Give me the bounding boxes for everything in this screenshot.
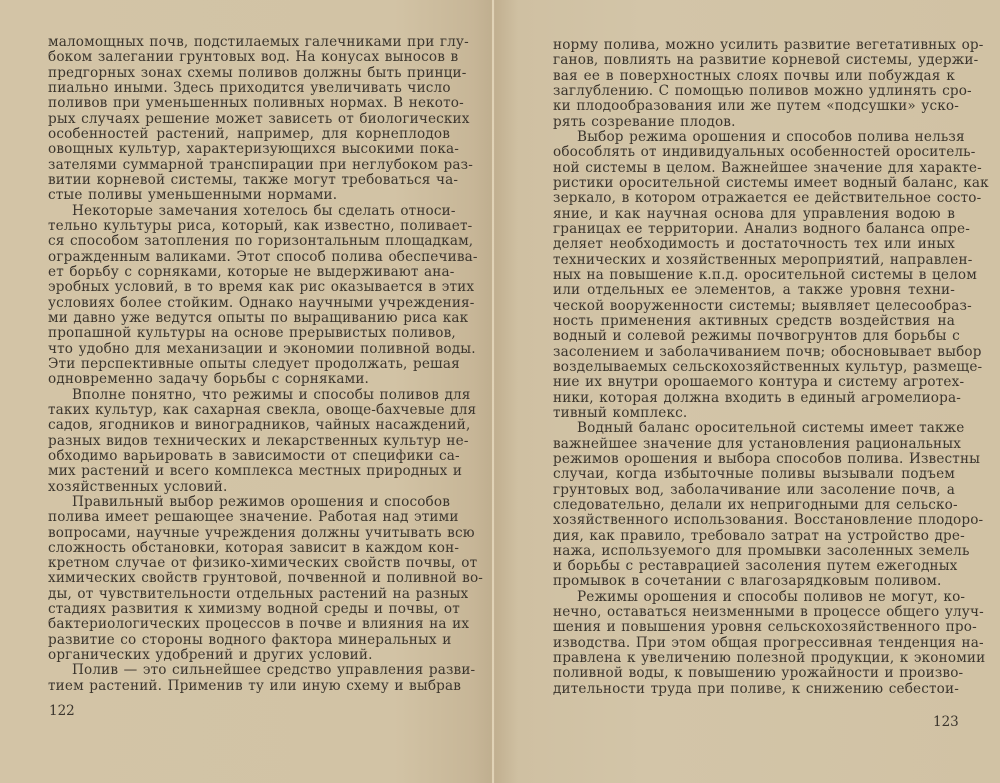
text-line: вопросами, научные учреждения должны учитывать всю [48, 524, 475, 541]
book-spine-fold [491, 0, 495, 783]
text-line: зеркало, в котором отражается ее действительное состо- [553, 190, 982, 207]
text-line: яние, и как научная основа для управления водою в [553, 205, 955, 222]
text-line: таких культур, как сахарная свекла, овоще-бахчевые для [48, 401, 477, 418]
text-line: пиально иными. Здесь приходится увеличивать число [48, 79, 451, 96]
text-line: возделываемых сельскохозяйственных культур, размеще- [553, 358, 983, 375]
left-page [0, 0, 493, 783]
text-line: или отдельных ее элементов, а также уровня техни- [553, 282, 955, 299]
text-line: мих растений и всего комплекса местных природных и [48, 463, 463, 480]
text-line: Некоторые замечания хотелось бы сделать относи- [72, 202, 456, 219]
left-page-number: 122 [49, 703, 75, 719]
text-line: поливной воды, к повышению урожайности и произво- [553, 665, 964, 682]
text-line: ных на повышение к.п.д. оросительной системы в целом [553, 266, 977, 283]
text-line: рых случаях решение может зависеть от биологических [48, 110, 470, 127]
text-line: технических и хозяйственных мероприятий, направлен- [553, 251, 973, 268]
text-line: вая ее в поверхностных слоях почвы или побуждая к [553, 67, 955, 84]
text-line: сложность обстановки, которая зависит в каждом кон- [48, 539, 460, 556]
text-line: ды, от чувствительности отдельных растений на разных [48, 585, 469, 602]
text-line: нажа, используемого для промывки засоленных земель [553, 542, 970, 559]
text-line: ристики оросительной системы имеет водный баланс, как [553, 174, 989, 191]
text-line: ческой вооруженности системы; выявляет целесообраз- [553, 297, 972, 314]
text-line: Вполне понятно, что режимы и способы поливов для [72, 386, 471, 403]
text-line: Правильный выбор режимов орошения и способов [72, 493, 451, 510]
text-line: тельно культуры риса, который, как известно, поливает- [48, 217, 473, 234]
text-line: ся способом затопления по горизонтальным площадкам, [48, 233, 474, 250]
right-page-number: 123 [933, 714, 959, 730]
text-line: стадиях развития к химизму водной среды и почвы, от [48, 601, 460, 618]
text-line: овощных культур, характеризующихся высокими пока- [48, 141, 460, 158]
text-line: ганов, повлиять на развитие корневой системы, удержи- [553, 52, 979, 69]
text-line: Выбор режима орошения и способов полива нельзя [577, 128, 965, 145]
text-line: следовательно, делали их непригодными для сельско- [553, 496, 958, 513]
text-line: Полив — это сильнейшее средство управления разви- [72, 662, 476, 679]
text-line: грунтовых вод, заболачивание или засоление почв, а [553, 481, 955, 498]
text-line: поливов при уменьшенных поливных нормах. В некото- [48, 95, 464, 112]
text-line: ники, которая должна входить в единый агромелиора- [553, 389, 961, 406]
text-line: хозяйственного использования. Восстановление плодоро- [553, 512, 984, 529]
text-line: дия, как правило, требовало затрат на устройство дре- [553, 527, 965, 544]
left-page-text [48, 34, 484, 694]
text-line: эробных условий, в то время как рис оказывается в этих [48, 279, 475, 296]
text-line: предгорных зонах схемы поливов должны быть принци- [48, 64, 467, 81]
text-line: маломощных почв, подстилаемых галечниками при глу- [48, 34, 469, 50]
text-line: одновременно задачу борьбы с сорняками. [48, 371, 370, 388]
text-line: ние их внутри орошаемого контура и систему агротех- [553, 374, 965, 391]
text-line: обособлять от индивидуальных особенностей ороситель- [553, 144, 976, 161]
text-line: витии корневой системы, также могут требоваться ча- [48, 171, 459, 188]
text-line: стые поливы уменьшенными нормами. [48, 187, 338, 204]
text-line: норму полива, можно усилить развитие вегетативных ор- [553, 37, 984, 53]
text-line: важнейшее значение для установления рациональных [553, 435, 962, 452]
text-line: режимов орошения и выбора способов полива. Известны [553, 450, 981, 467]
text-line: полива имеет решающее значение. Работая над этими [48, 509, 459, 526]
text-line: развитие со стороны водного фактора минеральных и [48, 631, 452, 648]
right-page-text [553, 37, 989, 697]
right-page [493, 0, 1000, 783]
text-line: изводства. При этом общая прогрессивная тенденция на- [553, 634, 984, 651]
text-line: что удобно для механизации и экономии поливной воды. [48, 340, 476, 357]
text-line: правлена к увеличению полезной продукции, к экономии [553, 650, 986, 667]
text-line: тием растений. Применив ту или иную схему и выбрав [48, 677, 462, 694]
text-line: границах ее территории. Анализ водного баланса опре- [553, 220, 970, 237]
text-line: хозяйственных условий. [48, 478, 228, 495]
text-line: условиях более стойким. Однако научными учреждения- [48, 294, 475, 311]
text-line: обходимо варьировать в зависимости от специфики са- [48, 447, 460, 464]
text-line: тивный комплекс. [553, 404, 688, 421]
text-line: Режимы орошения и способы поливов не могут, ко- [577, 588, 966, 605]
text-line: боком залегании грунтовых вод. На конусах выносов в [48, 49, 459, 66]
text-line: ной системы в целом. Важнейшее значение для характе- [553, 159, 982, 176]
text-line: ет борьбу с сорняками, которые не выдерживают ана- [48, 263, 455, 280]
text-line: Водный баланс оросительной системы имеет также [577, 420, 965, 437]
text-line: и борьбы с реставрацией засоления путем ежегодных [553, 558, 958, 575]
text-line: Эти перспективные опыты следует продолжать, решая [48, 355, 460, 372]
text-line: зателями суммарной транспирации при неглубоком раз- [48, 156, 473, 173]
text-line: огражденным валиками. Этот способ полива обеспечива- [48, 248, 478, 265]
text-line: промывок в сочетании с влагозарядковым поливом. [553, 573, 942, 590]
text-line: химических свойств грунтовой, почвенной и поливной во- [48, 570, 484, 587]
text-line: бактериологических процессов в почве и влияния на их [48, 616, 470, 633]
text-line: садов, ягодников и виноградников, чайных насаждений, [48, 417, 471, 434]
text-line: органических удобрений и других условий. [48, 647, 373, 664]
text-line: ми давно уже ведутся опыты по выращиванию риса как [48, 309, 469, 326]
text-line: пропашной культуры на основе прерывистых поливов, [48, 325, 456, 342]
text-line: нечно, оставаться неизменными в процессе общего улуч- [553, 604, 984, 621]
text-line: особенностей растений, например, для корнеплодов [48, 125, 450, 142]
text-line: рять созревание плодов. [553, 113, 736, 130]
text-line: ки плодообразования или же путем «подсушки» уско- [553, 98, 959, 115]
text-line: засолением и заболачиванием почв; обосновывает выбор [553, 343, 982, 360]
text-line: водный и солевой режимы почвогрунтов для борьбы с [553, 328, 960, 345]
text-line: шения и повышения уровня сельскохозяйственного про- [553, 619, 977, 636]
text-line: деляет необходимость и достаточность тех или иных [553, 236, 955, 253]
text-line: дительности труда при поливе, к снижению себестои- [553, 680, 959, 697]
text-line: заглублению. С помощью поливов можно удлинять сро- [553, 82, 972, 99]
text-line: кретном случае от физико-химических свойств почвы, от [48, 555, 478, 572]
text-line: разных видов технических и лекарственных культур не- [48, 432, 469, 449]
text-line: ность применения активных средств воздействия на [553, 312, 955, 329]
text-line: случаи, когда избыточные поливы вызывали подъем [553, 466, 955, 483]
